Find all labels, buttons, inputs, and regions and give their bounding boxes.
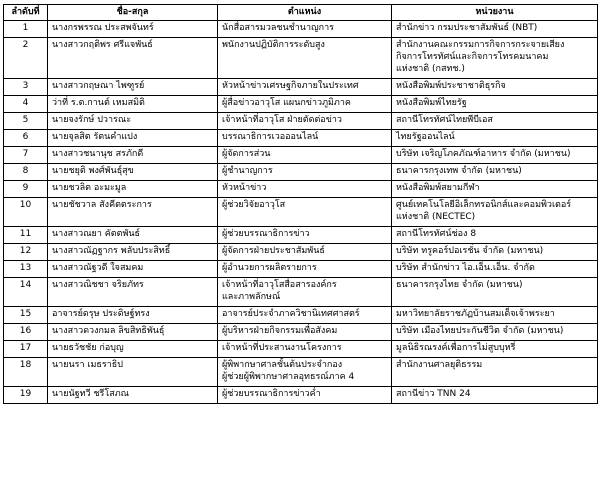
row-agency bbox=[392, 198, 598, 227]
row-agency-line: หนังสือพิมพ์ประชาชาติธุรกิจ bbox=[396, 81, 506, 91]
row-position-line: ผู้ช่วยบรรณาธิการข่าวค่ำ bbox=[222, 389, 321, 399]
table-row bbox=[4, 147, 598, 164]
row-name: อาจารย์ดรุษ ประดิษฐ์ทรง bbox=[48, 307, 218, 324]
row-position bbox=[218, 198, 392, 227]
row-agency-line: สำนักงานศาลยุติธรรม bbox=[396, 360, 483, 370]
row-position-line: ผู้ช่วยผู้พิพากษาศาลอุทธรณ์ภาค 4 bbox=[222, 372, 355, 382]
row-position-line: หัวหน้าข่าวเศรษฐกิจภายในประเทศ bbox=[222, 81, 359, 91]
table-row bbox=[4, 198, 598, 227]
row-name: นายธวัชชัย ก่อบุญ bbox=[48, 341, 218, 358]
row-position bbox=[218, 21, 392, 38]
row-position-line: เจ้าหน้าที่ประสานงานโครงการ bbox=[222, 343, 342, 353]
row-agency bbox=[392, 341, 598, 358]
row-position-line: ผู้ชำนาญการ bbox=[222, 166, 273, 176]
table-row bbox=[4, 181, 598, 198]
table-row bbox=[4, 341, 598, 358]
row-agency bbox=[392, 358, 598, 387]
row-agency bbox=[392, 96, 598, 113]
row-agency-line: หนังสือพิมพ์ไทยรัฐ bbox=[396, 98, 467, 108]
row-position-line: พนักงานปฏิบัติการระดับสูง bbox=[222, 40, 325, 50]
table-row bbox=[4, 278, 598, 307]
row-position-line: บรรณาธิการเวอออนไลน์ bbox=[222, 132, 319, 142]
row-position bbox=[218, 227, 392, 244]
row-agency-line: แห่งชาติ (NECTEC) bbox=[396, 212, 476, 222]
row-agency-line: สถานีข่าว TNN 24 bbox=[396, 389, 471, 399]
row-number: 9 bbox=[4, 181, 48, 198]
row-position bbox=[218, 307, 392, 324]
row-position-line: นักสื่อสารมวลชนชำนาญการ bbox=[222, 23, 335, 33]
row-agency bbox=[392, 278, 598, 307]
row-position bbox=[218, 38, 392, 79]
row-agency bbox=[392, 21, 598, 38]
row-position-line: ผู้สื่อข่าวอาวุโส แผนกข่าวภูมิภาค bbox=[222, 98, 351, 108]
row-position bbox=[218, 164, 392, 181]
row-position-line: ผู้พิพากษาศาลชั้นต้นประจำกอง bbox=[222, 360, 343, 370]
row-agency-line: ธนาคารกรุงไทย จำกัด (มหาชน) bbox=[396, 280, 523, 290]
row-position bbox=[218, 181, 392, 198]
row-number: 2 bbox=[4, 38, 48, 79]
row-name: นางสาวณิชชา จริยภัทร bbox=[48, 278, 218, 307]
row-agency bbox=[392, 113, 598, 130]
row-number: 17 bbox=[4, 341, 48, 358]
row-agency-line: บริษัท เจริญโภคภัณฑ์อาหาร จำกัด (มหาชน) bbox=[396, 149, 571, 159]
row-position-line: หัวหน้าข่าว bbox=[222, 183, 267, 193]
table-row bbox=[4, 261, 598, 278]
header-row bbox=[4, 5, 598, 21]
table-row bbox=[4, 79, 598, 96]
row-number: 4 bbox=[4, 96, 48, 113]
row-position bbox=[218, 261, 392, 278]
row-position-line: และภาพลักษณ์ bbox=[222, 292, 281, 302]
row-agency bbox=[392, 38, 598, 79]
row-number: 11 bbox=[4, 227, 48, 244]
row-agency bbox=[392, 307, 598, 324]
row-number: 3 bbox=[4, 79, 48, 96]
row-position bbox=[218, 79, 392, 96]
row-agency-line: ธนาคารกรุงเทพ จำกัด (มหาชน) bbox=[396, 166, 522, 176]
row-agency-line: มูลนิธิรณรงค์เพื่อการไม่สูบบุหรี่ bbox=[396, 343, 516, 353]
table-row bbox=[4, 38, 598, 79]
row-number: 10 bbox=[4, 198, 48, 227]
header-agency: หน่วยงาน bbox=[392, 5, 598, 21]
table-row bbox=[4, 324, 598, 341]
row-agency-line: สถานีโทรทัศน์ช่อง 8 bbox=[396, 229, 477, 239]
row-agency bbox=[392, 324, 598, 341]
header-no: ลำดับที่ bbox=[4, 5, 48, 21]
row-agency-line: สถานีโทรทัศน์ไทยพีบีเอส bbox=[396, 115, 493, 125]
row-agency-line: หนังสือพิมพ์สยามกีฬา bbox=[396, 183, 480, 193]
row-agency bbox=[392, 130, 598, 147]
row-agency bbox=[392, 261, 598, 278]
row-agency-line: กิจการโทรทัศน์และกิจการโทรคมนาคม bbox=[396, 52, 549, 62]
table-row bbox=[4, 387, 598, 404]
row-number: 5 bbox=[4, 113, 48, 130]
row-agency bbox=[392, 227, 598, 244]
row-name: นางสาวณยา คัตตพันธ์ bbox=[48, 227, 218, 244]
row-number: 18 bbox=[4, 358, 48, 387]
row-position-line: เจ้าหน้าที่อาวุโส ฝ่ายตัดต่อข่าว bbox=[222, 115, 342, 125]
row-position-line: ผู้จัดการฝ่ายประชาสัมพันธ์ bbox=[222, 246, 325, 256]
table-row bbox=[4, 164, 598, 181]
row-name: นางสาวณัฐวดี ใจสมคม bbox=[48, 261, 218, 278]
row-name: ว่าที่ ร.ต.กานต์ เหมสมิติ bbox=[48, 96, 218, 113]
row-position-line: ผู้อำนวยการผลิตรายการ bbox=[222, 263, 317, 273]
row-position-line: ผู้บริหารฝ่ายกิจกรรมเพื่อสังคม bbox=[222, 326, 338, 336]
row-position bbox=[218, 96, 392, 113]
table-row bbox=[4, 227, 598, 244]
row-number: 7 bbox=[4, 147, 48, 164]
table-row bbox=[4, 113, 598, 130]
participants-table bbox=[3, 4, 598, 404]
row-agency bbox=[392, 387, 598, 404]
row-name: นายจงรักษ์ ปวารณะ bbox=[48, 113, 218, 130]
row-name: นายชยุติ พงศ์พันธุ์สุข bbox=[48, 164, 218, 181]
row-position-line: ผู้ช่วยวิจัยอาวุโส bbox=[222, 200, 286, 210]
row-number: 12 bbox=[4, 244, 48, 261]
row-position bbox=[218, 147, 392, 164]
row-position bbox=[218, 341, 392, 358]
row-name: นางสาวณัฏฐากร พลับประสิทธิ์ bbox=[48, 244, 218, 261]
header-name: ชื่อ-สกุล bbox=[48, 5, 218, 21]
row-name: นายชวลิต อะมะมูล bbox=[48, 181, 218, 198]
row-name: นางสาวดวงกมล ลิขสิทธิพันธุ์ bbox=[48, 324, 218, 341]
row-name: นางกรพรรณ ประสพจันทร์ bbox=[48, 21, 218, 38]
row-position bbox=[218, 278, 392, 307]
table-row bbox=[4, 307, 598, 324]
row-agency-line: สำนักงานคณะกรรมการกิจการกระจายเสียง bbox=[396, 40, 565, 50]
row-agency-line: ไทยรัฐออนไลน์ bbox=[396, 132, 455, 142]
row-position-line: อาจารย์ประจำภาควิชานิเทศศาสตร์ bbox=[222, 309, 360, 319]
table-row bbox=[4, 130, 598, 147]
row-position-line: ผู้จัดการส่วน bbox=[222, 149, 271, 159]
row-name: นายชัชวาล สังคีตตระการ bbox=[48, 198, 218, 227]
row-position-line: เจ้าหน้าที่อาวุโสสื่อสารองค์กร bbox=[222, 280, 337, 290]
row-agency-line: สำนักข่าว กรมประชาสัมพันธ์ (NBT) bbox=[396, 23, 538, 33]
row-number: 8 bbox=[4, 164, 48, 181]
row-position bbox=[218, 130, 392, 147]
table-row bbox=[4, 358, 598, 387]
row-position bbox=[218, 387, 392, 404]
row-agency-line: บริษัท ทรูคอร์ปอเรชั่น จำกัด (มหาชน) bbox=[396, 246, 544, 256]
header-position: ตำแหน่ง bbox=[218, 5, 392, 21]
row-agency bbox=[392, 79, 598, 96]
row-name: นายนัฐทวี ชรีโสภณ bbox=[48, 387, 218, 404]
row-name: นางสาวกฤติพร ศรีแจพันธ์ bbox=[48, 38, 218, 79]
table-row bbox=[4, 244, 598, 261]
row-number: 15 bbox=[4, 307, 48, 324]
table-row bbox=[4, 21, 598, 38]
row-agency-line: ศูนย์เทคโนโลยีอิเล็กทรอนิกส์และคอมพิวเตอร์ bbox=[396, 200, 572, 210]
row-name: นายนรา เมธราธิป bbox=[48, 358, 218, 387]
row-agency-line: บริษัท เมืองไทยประกันชีวิต จำกัด (มหาชน) bbox=[396, 326, 564, 336]
table-row bbox=[4, 96, 598, 113]
row-agency-line: แห่งชาติ (กสทช.) bbox=[396, 64, 465, 74]
row-agency-line: บริษัท สำนักข่าว ไอ.เอ็น.เอ็น. จำกัด bbox=[396, 263, 535, 273]
row-position bbox=[218, 244, 392, 261]
row-number: 14 bbox=[4, 278, 48, 307]
row-agency bbox=[392, 147, 598, 164]
row-position-line: ผู้ช่วยบรรณาธิการข่าว bbox=[222, 229, 310, 239]
row-position bbox=[218, 113, 392, 130]
row-number: 16 bbox=[4, 324, 48, 341]
row-number: 13 bbox=[4, 261, 48, 278]
row-position bbox=[218, 324, 392, 341]
row-agency-line: มหาวิทยาลัยราชภัฏบ้านสมเด็จเจ้าพระยา bbox=[396, 309, 555, 319]
row-name: นางสาวชนานุช สรภักดี bbox=[48, 147, 218, 164]
row-number: 19 bbox=[4, 387, 48, 404]
row-agency bbox=[392, 181, 598, 198]
row-number: 1 bbox=[4, 21, 48, 38]
row-agency bbox=[392, 164, 598, 181]
row-number: 6 bbox=[4, 130, 48, 147]
row-name: นายจุลสิต รัตนคำแปง bbox=[48, 130, 218, 147]
row-name: นางสาวกฤษณา ไพฑูรย์ bbox=[48, 79, 218, 96]
table-body bbox=[4, 21, 598, 404]
row-position bbox=[218, 358, 392, 387]
row-agency bbox=[392, 244, 598, 261]
